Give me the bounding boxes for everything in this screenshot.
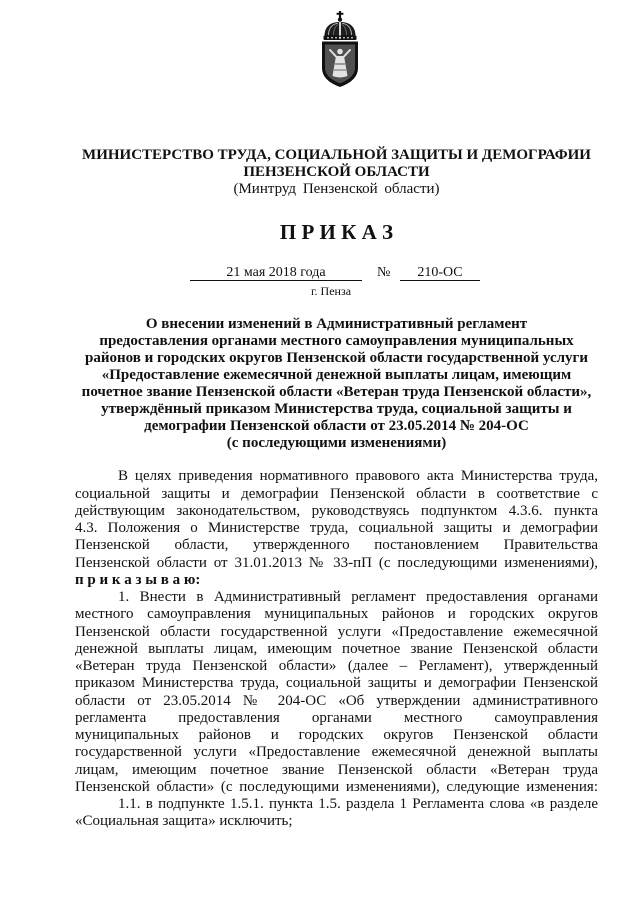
order-date: 21 мая 2018 года [190,265,362,281]
preamble-line: действующим законодательством, руководствуясь подпунктом 4.3.6. пункта [75,502,598,519]
order-city: г. Пенза [310,284,352,298]
emblem [316,11,364,87]
coat-of-arms-icon [316,11,364,87]
preamble-line: социальной защиты и демографии Пензенской области в соответствие с [75,485,598,502]
order-body [75,468,598,830]
title-line: утверждённый приказом Министерства труда, социальной защиты и [101,400,572,417]
order-title [40,316,633,452]
item1-line: регламента предоставления органами местного самоуправления [75,709,598,726]
title-line: О внесении изменений в Административный регламент [145,315,528,332]
crown-shape [324,11,357,40]
title-line: предоставления органами местного самоуправления муниципальных [99,332,574,349]
item1-1-line: «Социальная защита» исключить; [75,813,293,830]
number-sign: № [377,265,391,280]
ministry-header [40,147,633,198]
item1-line: местного самоуправления муниципальных районов и городских округов [75,606,598,623]
item1-line: государственной услуги «Предоставление ежемесячной денежной выплаты [75,744,598,761]
item1-line: муниципальных районов и городских округов Пензенской области [75,727,598,744]
document-type-heading: П Р И К А З [279,220,394,244]
resolve-word: п р и к а з ы в а ю: [75,571,201,588]
title-line: (с последующими изменениями) [226,434,447,451]
item1-line: 1. Внести в Административный регламент предоставления органами [118,589,598,606]
preamble-line: В целях приведения нормативного правового акта Министерства труда, [118,468,598,485]
ministry-short-name: (Минтруд Пензенской области) [233,180,440,197]
ministry-name-line1: МИНИСТЕРСТВО ТРУДА, СОЦИАЛЬНОЙ ЗАЩИТЫ И ДЕМОГРАФИИ [82,146,591,163]
item1-line: Пензенской области государственной услуги «Предоставление ежемесячной [75,623,598,640]
title-line: «Предоставление ежемесячной денежной выплаты лицам, имеющим [101,366,572,383]
item1-line: «Ветеран труда Пензенской области» (далее – Регламент), утвержденный [75,658,598,675]
title-line: районов и городских округов Пензенской области государственной услуги [85,349,588,366]
order-number: 210-ОС [400,265,480,281]
title-line: почетное звание Пензенской области «Ветеран труда Пензенской области», [81,383,592,400]
item1-line: приказом Министерства труда, социальной защиты и демографии Пензенской [75,675,598,692]
item1-line: Пензенской области» (с последующими изменениями), следующие изменения: [75,778,598,795]
preamble-line: Пензенской области от 31.01.2013 № 33-пП (с последующими изменениями), [75,554,598,571]
shield-shape [322,42,358,88]
preamble-line: 4.3. Положения о Министерстве труда, социальной защиты и демографии [75,520,598,537]
item1-line: лицам, имеющим почетное звание Пензенской области «Ветеран труда [75,761,598,778]
item1-1-line: 1.1. в подпункте 1.5.1. пункта 1.5. раздела 1 Регламента слова «в разделе [118,796,598,813]
item1-line: области от 23.05.2014 № 204-ОС «Об утверждении административного [75,692,598,709]
item1-line: денежной выплаты лицам, имеющим почетное звание Пензенской области [75,640,598,657]
title-line: демографии Пензенской области от 23.05.2014 № 204-ОС [144,417,529,434]
preamble-line: Пензенской области, утвержденного постановлением Правительства [75,537,598,554]
ministry-name-line2: ПЕНЗЕНСКОЙ ОБЛАСТИ [243,163,430,180]
